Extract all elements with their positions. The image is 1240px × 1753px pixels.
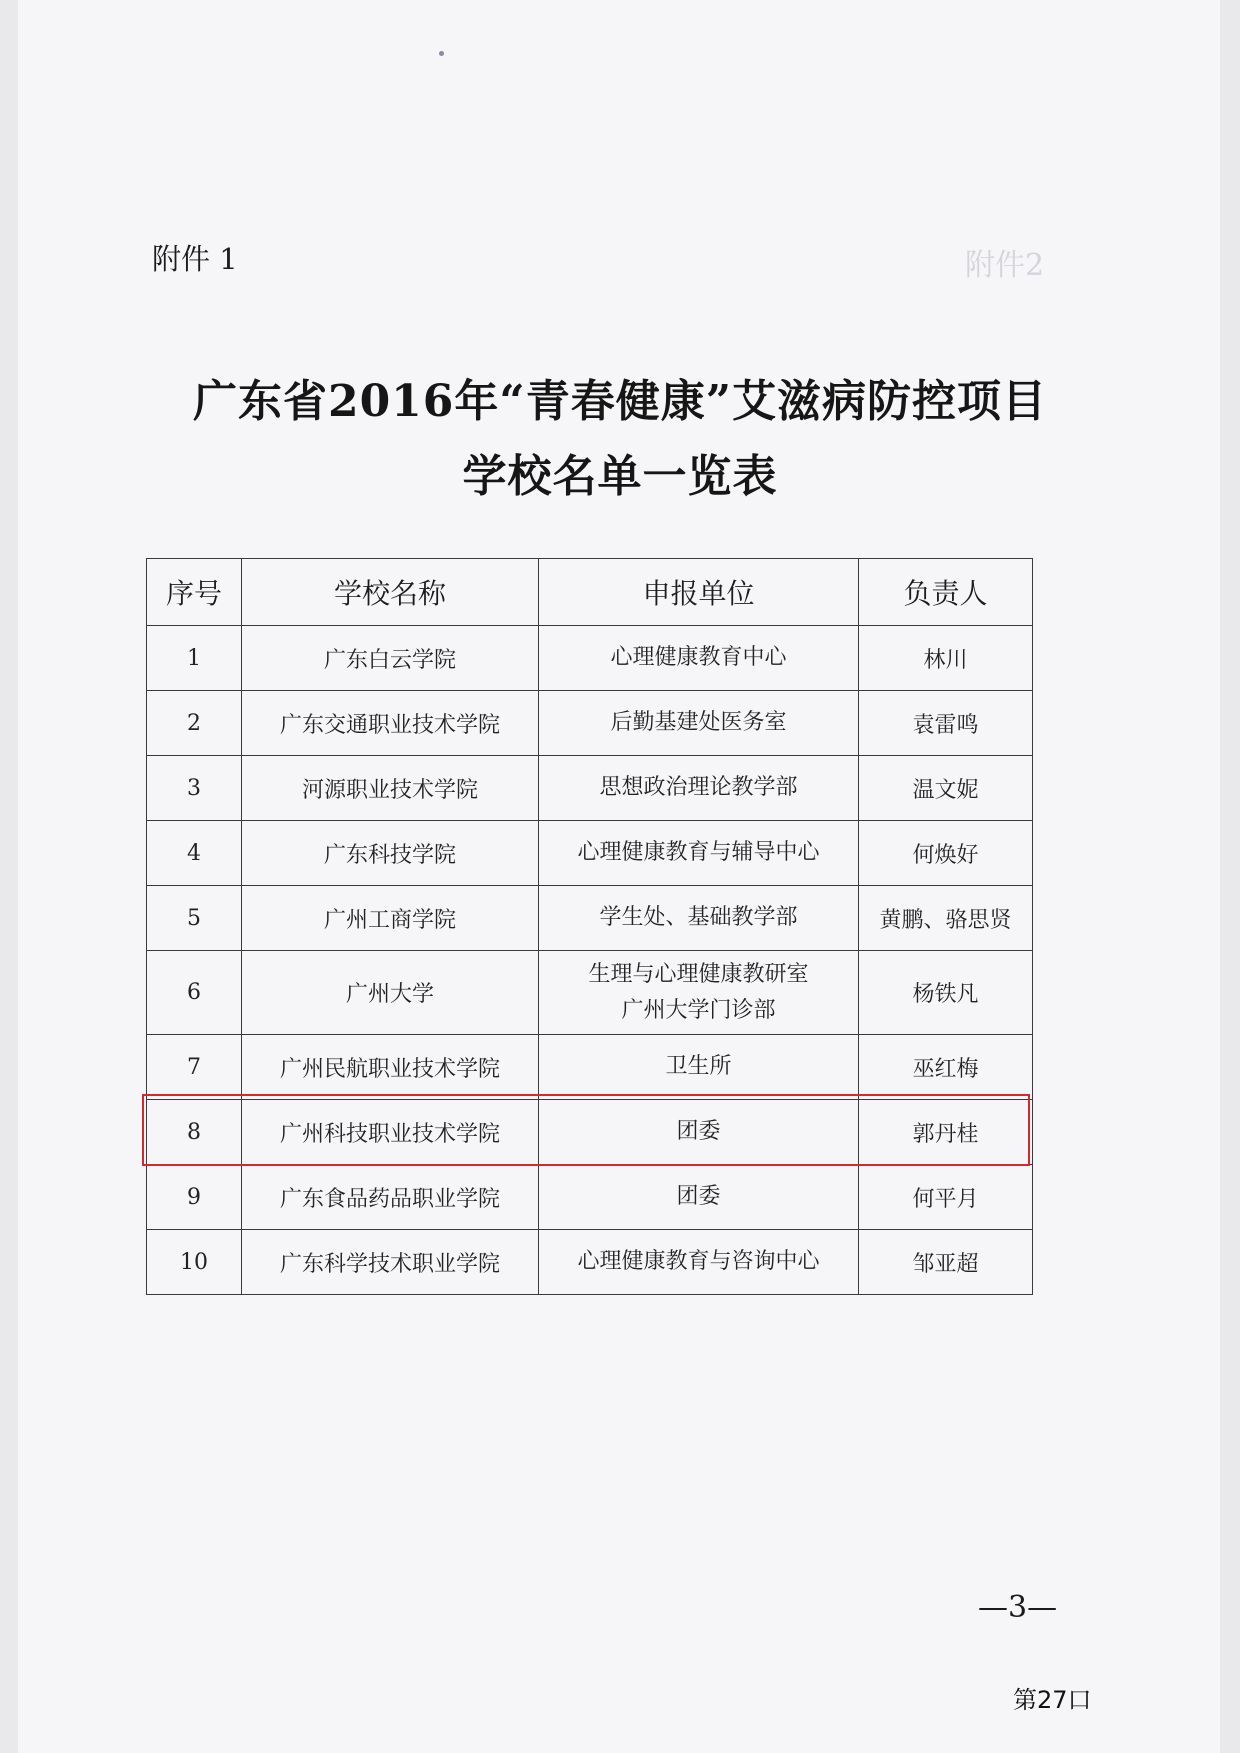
unit-line: 团委 [676,1184,721,1209]
unit-line: 广州大学门诊部 [621,997,776,1023]
cell-no: 5 [147,886,242,951]
header-no: 序号 [147,559,242,626]
cell-no: 8 [147,1100,242,1165]
cell-person: 温文妮 [859,756,1033,821]
header-unit: 申报单位 [539,559,859,626]
unit-line: 生理与心理健康教研室 [588,961,809,987]
table-row [147,821,1033,886]
unit-line: 团委 [676,1119,721,1144]
unit-line: 心理健康教育与咨询中心 [577,1249,820,1274]
page-number: —3— [978,1590,1058,1625]
cell-person: 林川 [859,626,1033,691]
cell-unit [539,1035,859,1100]
unit-line: 卫生所 [665,1054,732,1079]
header-school: 学校名称 [242,559,539,626]
table-row-highlighted [147,1100,1033,1165]
table-row [147,691,1033,756]
cell-person: 何焕好 [859,821,1033,886]
scan-speck [439,51,444,56]
header-person: 负责人 [859,559,1033,626]
cell-school: 广州民航职业技术学院 [242,1035,539,1100]
table-row [147,1230,1033,1295]
cell-no: 10 [147,1230,242,1295]
document-title-line-2: 学校名单一览表 [462,451,778,502]
cell-no: 4 [147,821,242,886]
unit-line: 心理健康教育中心 [610,645,787,670]
unit-line: 心理健康教育与辅导中心 [577,840,820,865]
school-list-table [146,558,1033,1295]
cell-unit [539,626,859,691]
cell-school: 广州工商学院 [242,886,539,951]
cell-school: 广东白云学院 [242,626,539,691]
cell-school: 广东科技学院 [242,821,539,886]
cell-person: 郭丹桂 [859,1100,1033,1165]
cell-no: 6 [147,951,242,1035]
table-row [147,951,1033,1035]
cell-person: 黄鹏、骆思贤 [859,886,1033,951]
document-title-line-1: 广东省2016年“青春健康”艾滋病防控项目 [192,376,1048,427]
cell-school: 广州大学 [242,951,539,1035]
footer-page-label: 第27口 [1013,1686,1092,1714]
unit-line: 学生处、基础教学部 [599,905,798,930]
table-row [147,886,1033,951]
cell-person: 邹亚超 [859,1230,1033,1295]
unit-line: 思想政治理论教学部 [599,775,798,800]
cell-no: 3 [147,756,242,821]
attachment-label: 附件 1 [152,242,238,276]
cell-no: 7 [147,1035,242,1100]
cell-unit [539,1230,859,1295]
table-row [147,1035,1033,1100]
cell-person: 袁雷鸣 [859,691,1033,756]
cell-person: 巫红梅 [859,1035,1033,1100]
cell-unit [539,1165,859,1230]
cell-person: 杨铁凡 [859,951,1033,1035]
cell-no: 9 [147,1165,242,1230]
cell-unit [539,886,859,951]
cell-school: 广东交通职业技术学院 [242,691,539,756]
bleed-through-attachment-label: 附件2 [965,248,1045,283]
cell-no: 2 [147,691,242,756]
cell-unit [539,951,859,1035]
table-row [147,756,1033,821]
cell-school: 河源职业技术学院 [242,756,539,821]
cell-unit [539,821,859,886]
unit-line: 后勤基建处医务室 [610,710,787,735]
cell-school: 广东食品药品职业学院 [242,1165,539,1230]
table-header-row [147,559,1033,626]
cell-unit [539,691,859,756]
cell-person: 何平月 [859,1165,1033,1230]
cell-school: 广东科学技术职业学院 [242,1230,539,1295]
table-row [147,1165,1033,1230]
table-row [147,626,1033,691]
cell-unit [539,756,859,821]
cell-no: 1 [147,626,242,691]
cell-school: 广州科技职业技术学院 [242,1100,539,1165]
cell-unit [539,1100,859,1165]
